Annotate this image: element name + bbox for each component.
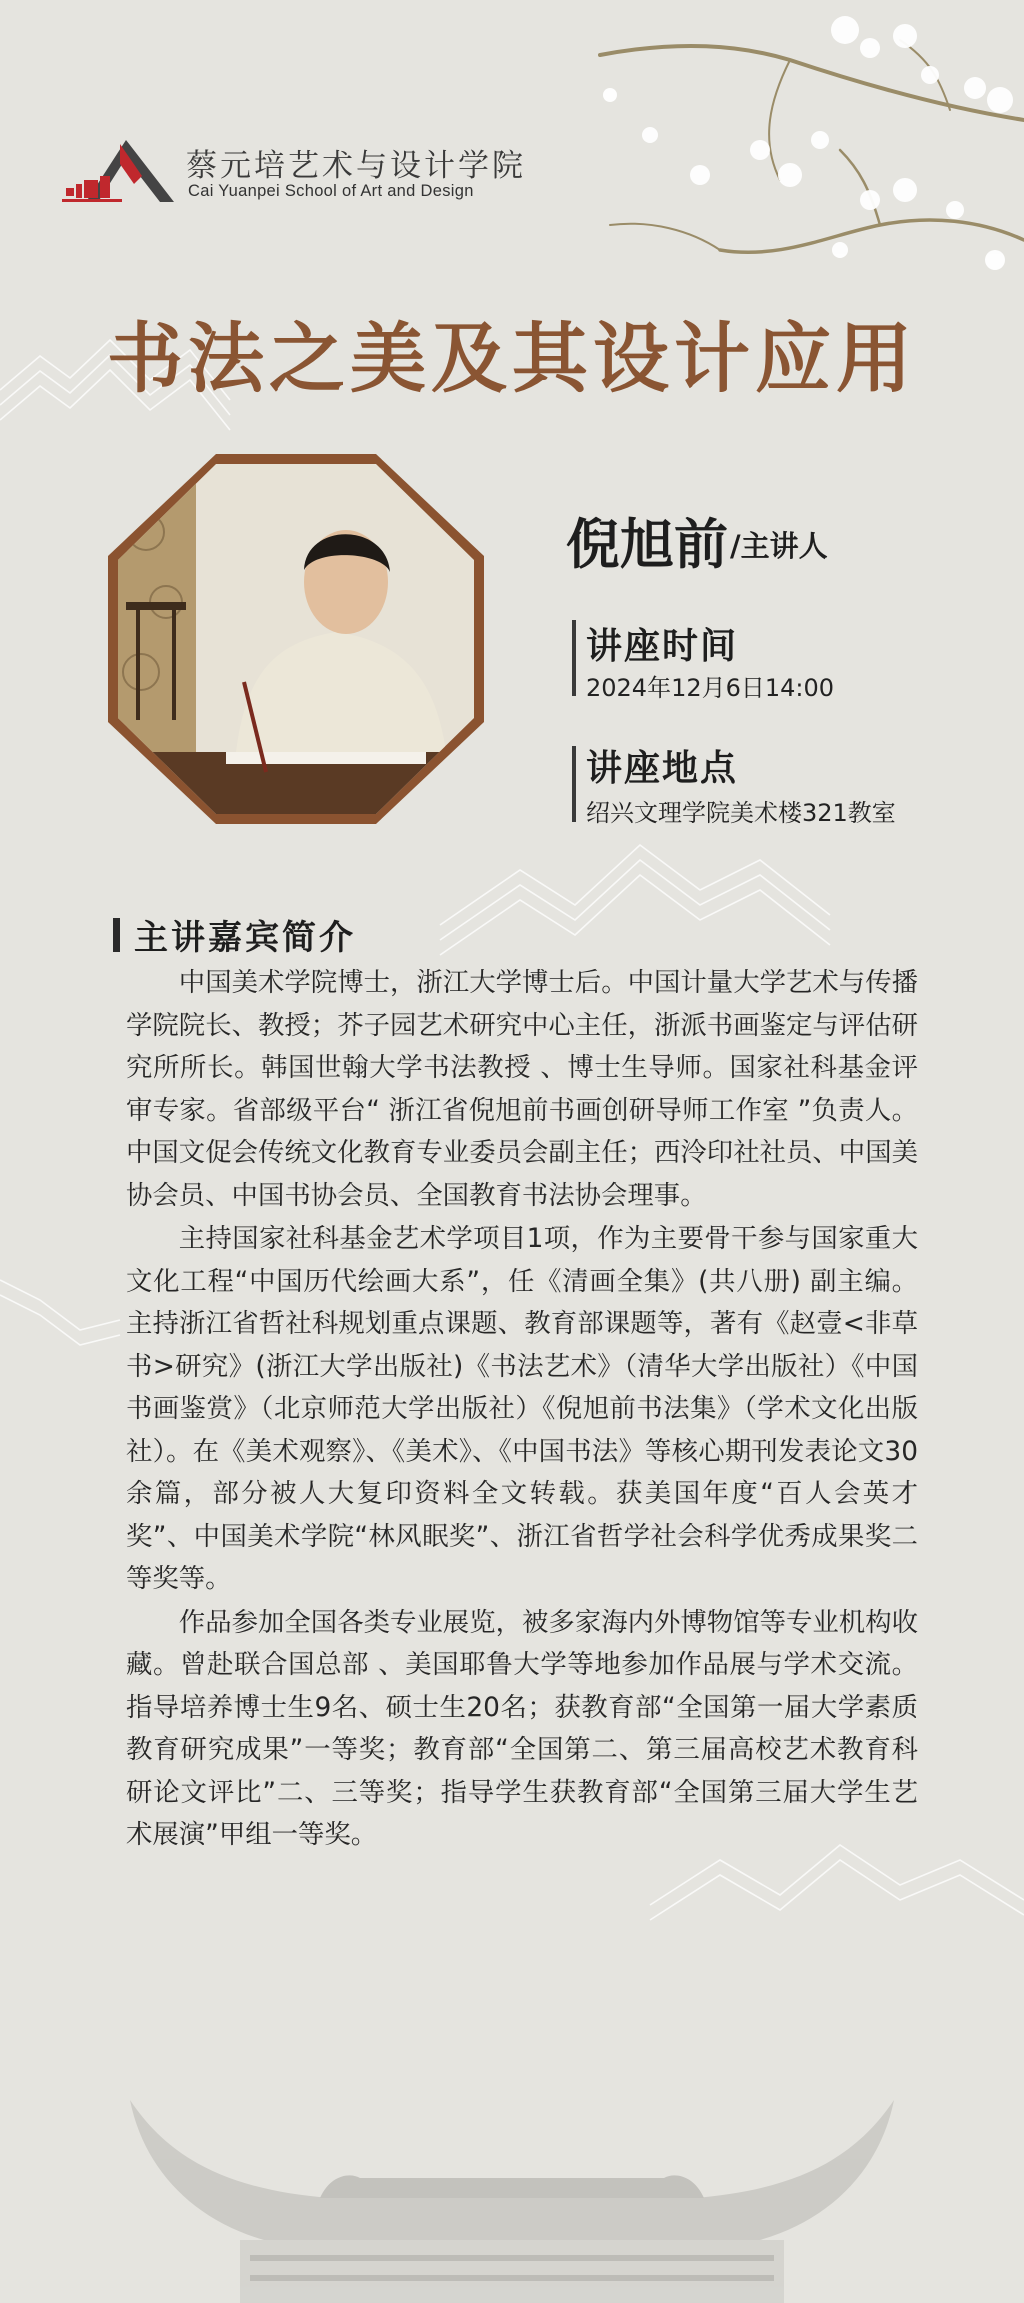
bio-text (126, 962, 918, 1858)
lecture-time-value: 2024年12月6日14:00 (586, 674, 835, 702)
section-marker (113, 918, 120, 952)
lecture-place-label: 讲座地点 (586, 747, 739, 789)
lecture-title: 书法之美及其设计应用 (107, 314, 917, 403)
place-divider (572, 746, 576, 822)
school-name-cn: 蔡元培艺术与设计学院 (186, 148, 526, 184)
traditional-roof-illustration (0, 2080, 1024, 2303)
school-logo-icon (62, 136, 174, 206)
lecture-time-label: 讲座时间 (586, 625, 739, 667)
speaker-portrait (106, 452, 486, 826)
bio-paragraph: 主持国家社科基金艺术学项目1项，作为主要骨干参与国家重大文化工程“中国历代绘画大系”，任《清画全集》(共八册) 副主编。主持浙江省哲社科规划重点课题、教育部课题等，著有《赵壹<非草书>研究》(浙江大学出版社)《书法艺术》（清华大学出版社）《中国书画鉴赏》（北京师范大学出版社）《倪旭前书法集》（学术文化出版社）。在《美术观察》、《美术》、《中国书法》等核心期刊发表论文30余篇，部分被人大复印资料全文转载。获美国年度“百人会英才奖”、中国美术学院“林风眠奖”、浙江省哲学社会科学优秀成果奖二等奖等。 (126, 1223, 918, 1594)
bio-paragraph: 中国美术学院博士，浙江大学博士后。中国计量大学艺术与传播学院院长、教授；芥子园艺术研究中心主任，浙派书画鉴定与评估研究所所长。韩国世翰大学书法教授 、博士生导师。国家社科基金评审专家。省部级平台“ 浙江省倪旭前书画创研导师工作室 ”负责人。中国文促会传统文化教育专业委员会副主任；西泠印社社员、中国美协会员、中国书协会员、全国教育书法协会理事。 (126, 967, 918, 1211)
plum-branch (600, 40, 1024, 252)
lecture-place-value: 绍兴文理学院美术楼321教室 (586, 799, 896, 827)
time-divider (572, 620, 576, 696)
bio-heading: 主讲嘉宾简介 (134, 918, 356, 958)
bio-paragraph: 作品参加全国各类专业展览，被多家海内外博物馆等专业机构收藏。曾赴联合国总部 、美国耶鲁大学等地参加作品展与学术交流。指导培养博士生9名、硕士生20名；获教育部“全国第一届大学素质教育研究成果”一等奖；教育部“全国第二、第三届高校艺术教育科研论文评比”二、三等奖；指导学生获教育部“全国第三届大学生艺术展演”甲组一等奖。 (126, 1606, 918, 1850)
speaker-name: 倪旭前 (566, 512, 728, 576)
plum-blossoms (603, 16, 1013, 270)
school-name-en: Cai Yuanpei School of Art and Design (188, 182, 474, 200)
speaker-role: /主讲人 (730, 529, 828, 563)
